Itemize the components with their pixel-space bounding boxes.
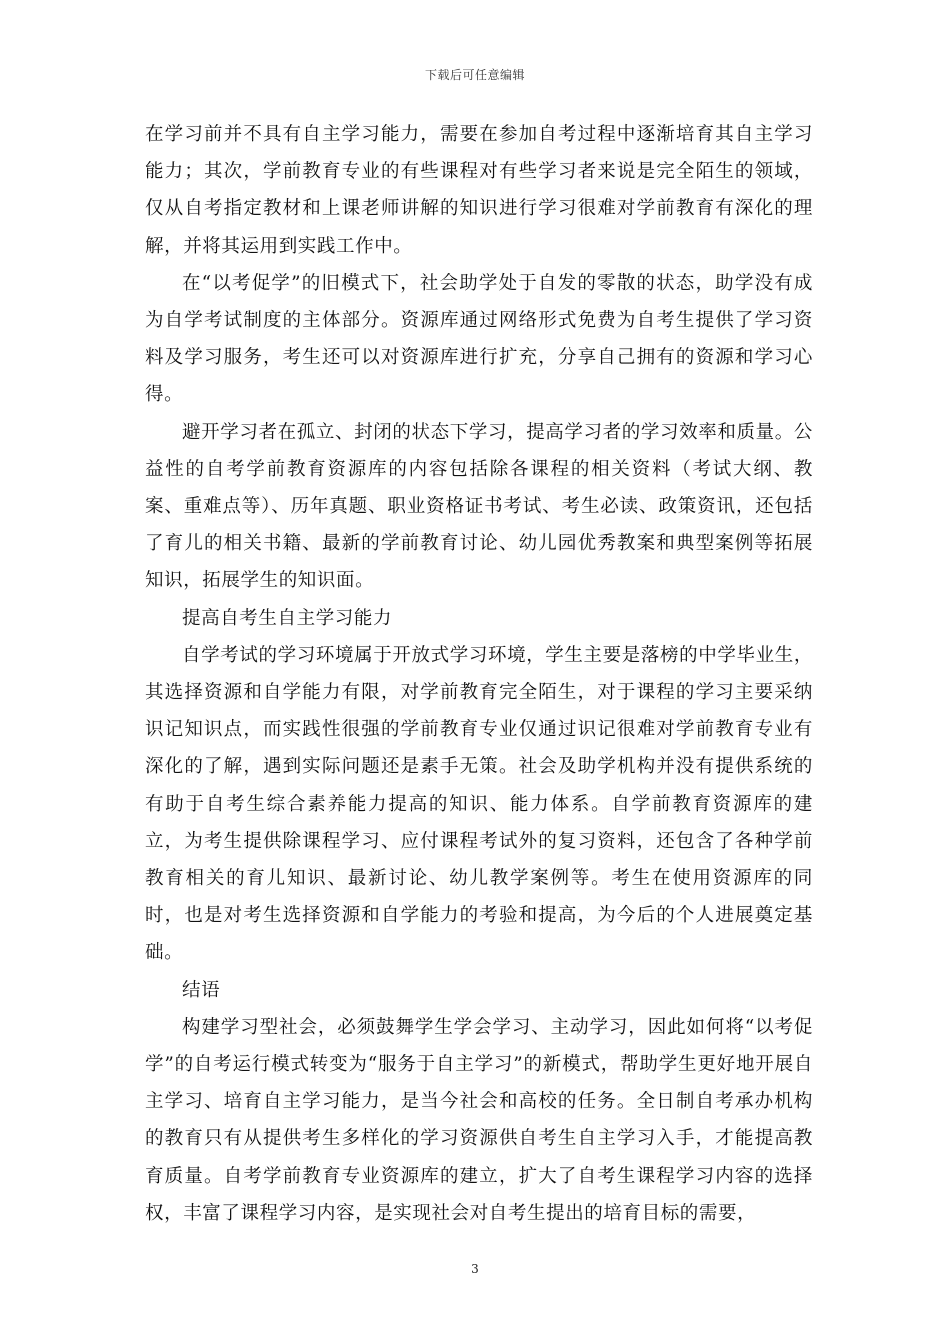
paragraph-self-study-environment: 自学考试的学习环境属于开放式学习环境，学生主要是落榜的中学毕业生，其选择资源和自学能力有限，对学前教育完全陌生，对于课程的学习主要采纳识记知识点，而实践性很强的学前教育专业仅通过识记很难对学前教育专业有深化的了解，遇到实际问题还是素手无策。社会及助学机构并没有提供系统的有助于自考生综合素养能力提高的知识、能力体系。自学前教育资源库的建立，为考生提供除课程学习、应付课程考试外的复习资料，还包含了各种学前教育相关的育儿知识、最新讨论、幼儿教学案例等。考生在使用资源库的同时，也是对考生选择资源和自学能力的考验和提高，为今后的个人进展奠定基础。 bbox=[145, 644, 813, 964]
paragraph-avoid-isolation: 避开学习者在孤立、封闭的状态下学习，提高学习者的学习效率和质量。公益性的自考学前教育资源库的内容包括除各课程的相关资料（考试大纲、教案、重难点等）、历年真题、职业资格证书考试、考生必读、政策资讯，还包括了育儿的相关书籍、最新的学前教育讨论、幼儿园优秀教案和典型案例等拓展知识，拓展学生的知识面。 bbox=[145, 421, 813, 592]
section-heading-self-study: 提高自考生自主学习能力 bbox=[182, 607, 393, 629]
paragraph-conclusion: 构建学习型社会，必须鼓舞学生学会学习、主动学习，因此如何将“以考促学”的自考运行模式转变为“服务于自主学习”的新模式，帮助学生更好地开展自主学习、培育自主学习能力，是当今社会和高校的任务。全日制自考承办机构的教育只有从提供考生多样化的学习资源供自考生自主学习入手，才能提高教育质量。自考学前教育专业资源库的建立，扩大了自考生课程学习内容的选择权，丰富了课程学习内容，是实现社会对自考生提出的培育目标的需要， bbox=[145, 1016, 813, 1224]
paragraph-continuation: 在学习前并不具有自主学习能力，需要在参加自考过程中逐渐培育其自主学习能力；其次，学前教育专业的有些课程对有些学习者来说是完全陌生的领域，仅从自考指定教材和上课老师讲解的知识进行学习很难对学前教育有深化的理解，并将其运用到实践工作中。 bbox=[145, 124, 813, 257]
section-heading-conclusion: 结语 bbox=[182, 979, 221, 1001]
page-header: 下载后可任意编辑 bbox=[424, 68, 525, 82]
page-number: 3 bbox=[471, 1262, 479, 1276]
paragraph-old-model: 在“以考促学”的旧模式下，社会助学处于自发的零散的状态，助学没有成为自学考试制度的主体部分。资源库通过网络形式免费为自考生提供了学习资料及学习服务，考生还可以对资源库进行扩充，分享自己拥有的资源和学习心得。 bbox=[145, 272, 813, 406]
body-text bbox=[145, 116, 813, 1232]
